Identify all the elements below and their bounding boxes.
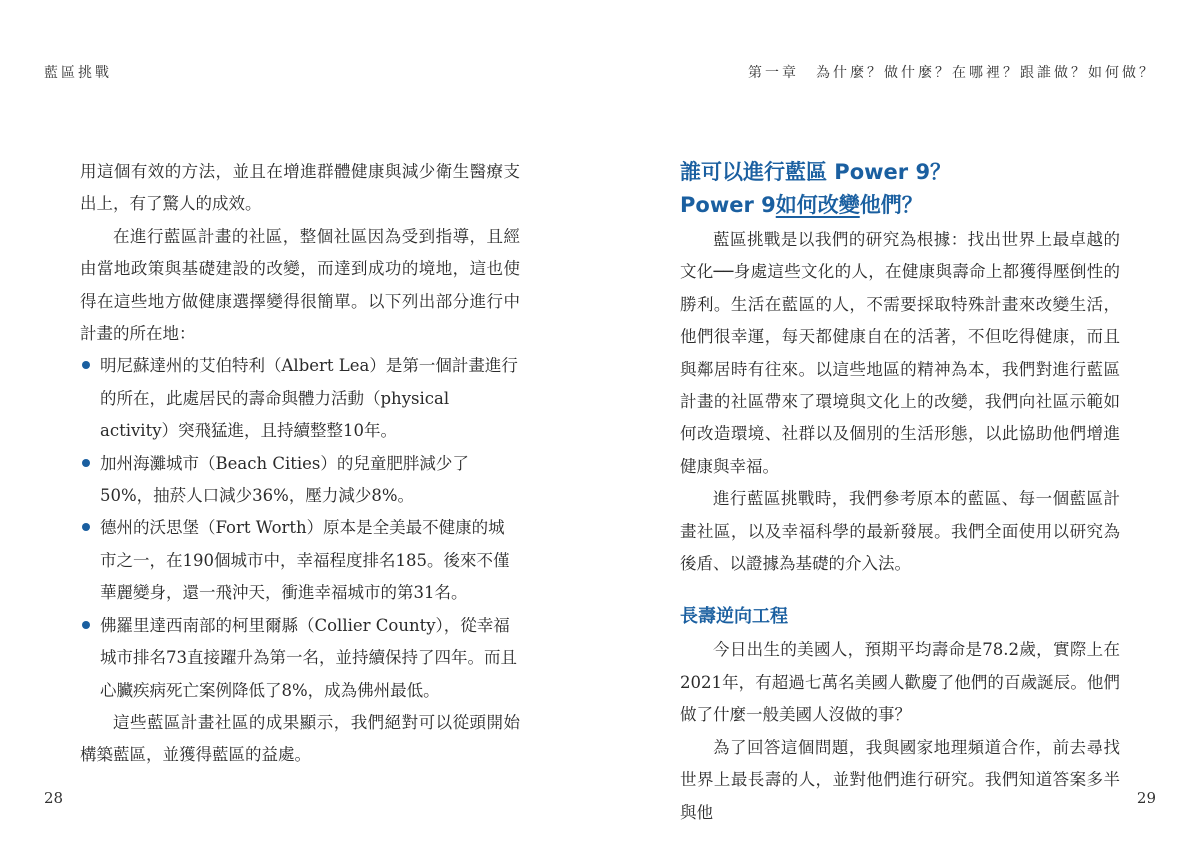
running-head-right: 第一章 為什麼？做什麼？在哪裡？跟誰做？如何做？	[748, 65, 1156, 81]
bullet-dot	[82, 459, 90, 467]
right-page	[600, 0, 1200, 851]
section-heading-line1: 誰可以進行藍區 Power 9？	[680, 160, 952, 184]
section-heading	[680, 156, 1120, 222]
paragraph-intro-locations: 在進行藍區計畫的社區，整個社區因為受到指導，且經由當地政策與基礎建設的改變，而達到成功的境地，這也使得在這些地方做健康選擇變得很簡單。以下列出部分進行中計畫的所在地：	[80, 226, 520, 344]
paragraph-closing: 這些藍區計畫社區的成果顯示，我們絕對可以從頭開始構築藍區，並獲得藍區的益處。	[80, 712, 520, 765]
paragraph-research-basis: 藍區挑戰是以我們的研究為根據：找出世界上最卓越的文化──身處這些文化的人，在健康與壽命上都獲得壓倒性的勝利。生活在藍區的人，不需要採取特殊計畫來改變生活，他們很幸運，每天都健康自在的活著，不但吃得健康，而且與鄰居時有往來。以這些地區的精神為本，我們對進行藍區計畫的社區帶來了環境與文化上的改變，我們向社區示範如何改造環境、社群以及個別的生活形態，以此協助他們增進健康與幸福。	[680, 230, 1120, 476]
list-item-text: 加州海灘城市（Beach Cities）的兒童肥胖減少了50%，抽菸人口減少36%，壓力減少8%。	[100, 453, 469, 506]
left-page-body	[80, 156, 520, 772]
list-item	[80, 448, 520, 513]
subsection-heading: 長壽逆向工程	[680, 606, 788, 628]
right-page-body	[680, 156, 1120, 829]
paragraph-research-partner: 為了回答這個問題，我與國家地理頻道合作，前去尋找世界上最長壽的人，並對他們進行研究。我們知道答案多半與他	[680, 737, 1120, 822]
page-number-right: 29	[1136, 789, 1156, 807]
paragraph-life-expectancy: 今日出生的美國人，預期平均壽命是78.2歲，實際上在2021年，有超過七萬名美國人歡慶了他們的百歲誕辰。他們做了什麼一般美國人沒做的事？	[680, 640, 1120, 725]
list-item-text: 佛羅里達西南部的柯里爾縣（Collier County），從幸福城市排名73直接躍升為第一名，並持續保持了四年。而且心臟疾病死亡案例降低了8%，成為佛州最低。	[100, 615, 517, 700]
running-head-left: 藍區挑戰	[44, 65, 112, 81]
section-heading-underlined: 如何改變	[775, 193, 860, 217]
paragraph-approach: 進行藍區挑戰時，我們參考原本的藍區、每一個藍區計畫社區，以及幸福科學的最新發展。我們全面使用以研究為後盾、以證據為基礎的介入法。	[680, 489, 1120, 574]
section-heading-line2-start: Power 9	[680, 193, 776, 217]
list-item-text: 明尼蘇達州的艾伯特利（Albert Lea）是第一個計畫進行的所在，此處居民的壽命與體力活動（physical activity）突飛猛進，且持續整整10年。	[100, 356, 518, 441]
section-heading-line2-end: 他們？	[859, 193, 923, 217]
paragraph-continuation: 用這個有效的方法，並且在增進群體健康與減少衛生醫療支出上，有了驚人的成效。	[80, 162, 520, 214]
list-item	[80, 610, 520, 707]
list-item-text: 德州的沃思堡（Fort Worth）原本是全美最不健康的城市之一，在190個城市中，幸福程度排名185。後來不僅華麗變身，還一飛沖天，衝進幸福城市的第31名。	[100, 518, 510, 603]
bullet-dot	[82, 361, 90, 369]
locations-list	[80, 350, 520, 706]
bullet-dot	[82, 523, 90, 531]
bullet-dot	[82, 621, 90, 629]
list-item	[80, 512, 520, 609]
list-item	[80, 350, 520, 447]
page-number-left: 28	[44, 789, 64, 807]
